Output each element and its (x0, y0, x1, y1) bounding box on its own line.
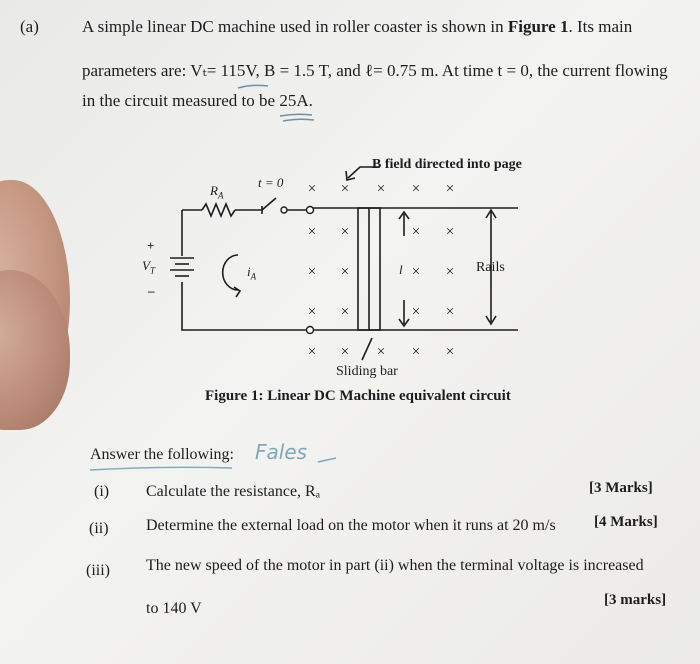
bar-length-label: l (399, 262, 403, 277)
question-1-text: Calculate the resistance, Rₐ (146, 483, 321, 500)
svg-text:×: × (340, 264, 350, 280)
figure-reference: Figure 1 (507, 17, 569, 36)
svg-text:×: × (307, 264, 317, 280)
svg-text:×: × (307, 224, 317, 240)
field-label: B field directed into page (372, 157, 522, 172)
svg-text:×: × (445, 181, 455, 197)
question-3-text-cont: to 140 V (146, 600, 202, 617)
svg-text:×: × (411, 181, 421, 197)
part-label: (a) (20, 17, 39, 36)
question-2-text: Determine the external load on the motor when it runs at 20 m/s (146, 517, 556, 534)
svg-text:×: × (411, 264, 421, 280)
question-1-number: (i) (94, 483, 110, 500)
svg-text:×: × (340, 304, 350, 320)
svg-text:×: × (411, 304, 421, 320)
problem-line-1-prefix: A simple linear DC machine used in roller coaster is shown in (82, 17, 508, 36)
svg-text:×: × (340, 181, 350, 197)
question-2-number: (ii) (89, 520, 109, 537)
answer-intro: Answer the following: (90, 446, 234, 463)
resistor-label-main: R (210, 183, 218, 198)
voltage-label-main: V (142, 258, 150, 273)
sliding-bar-label: Sliding bar (336, 364, 398, 379)
question-3-text: The new speed of the motor in part (ii) when the terminal voltage is increased (146, 557, 644, 574)
problem-line-2: parameters are: Vₜ= 115V, B = 1.5 T, and ℓ= 0.75 m. At time t = 0, the current flowing (82, 61, 668, 80)
problem-line-3: in the circuit measured to be 25A. (82, 91, 313, 110)
question-3-marks: [3 marks] (604, 592, 667, 608)
svg-text:×: × (307, 344, 317, 360)
question-2-marks: [4 Marks] (594, 514, 658, 530)
handwritten-note: Fales (255, 440, 308, 464)
svg-text:×: × (340, 224, 350, 240)
pencil-underline (90, 467, 232, 470)
svg-text:×: × (411, 224, 421, 240)
current-label-main: i (247, 264, 251, 279)
svg-text:×: × (376, 181, 386, 197)
voltage-label-sub: T (149, 265, 155, 276)
current-label-sub: A (250, 271, 257, 282)
resistor-label-sub: A (217, 190, 224, 201)
question-1-marks: [3 Marks] (589, 480, 653, 496)
svg-text:×: × (411, 344, 421, 360)
svg-text:×: × (307, 304, 317, 320)
svg-text:×: × (376, 344, 386, 360)
problem-line-1-suffix: . Its main (568, 17, 633, 36)
voltage-minus: – (148, 283, 155, 298)
rails-label: Rails (476, 260, 505, 275)
svg-text:×: × (445, 224, 455, 240)
svg-text:×: × (445, 264, 455, 280)
question-3-number: (iii) (86, 562, 110, 579)
figure-caption: Figure 1: Linear DC Machine equivalent circuit (205, 388, 511, 404)
svg-text:×: × (445, 304, 455, 320)
voltage-plus: + (147, 238, 155, 253)
svg-text:×: × (445, 344, 455, 360)
svg-text:×: × (340, 344, 350, 360)
svg-text:×: × (307, 181, 317, 197)
switch-label: t = 0 (258, 175, 284, 190)
pencil-dash (318, 458, 336, 462)
